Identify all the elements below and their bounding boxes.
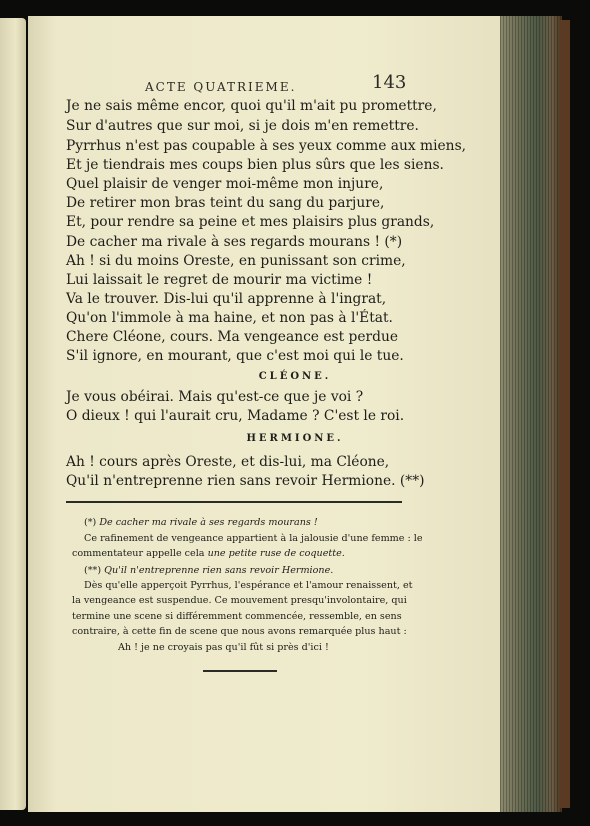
verse-line: De retirer mon bras teint du sang du parjure, — [66, 195, 385, 211]
verse-line: Chere Cléone, cours. Ma vengeance est perdue — [66, 329, 399, 345]
footnote-mark: (**) — [84, 565, 102, 576]
footnote-quote: De cacher ma rivale à ses regards mourans ! — [99, 517, 318, 528]
speaker-name: HERMIONE. — [246, 433, 344, 444]
verse-line: Qu'on l'immole à ma haine, et non pas à l'État. — [66, 310, 393, 326]
verse-line: Ah ! cours après Oreste, et dis-lui, ma Cléone, — [66, 454, 390, 470]
footnote-heading — [84, 564, 333, 577]
footnote-line: Dès qu'elle apperçoit Pyrrhus, l'espérance et l'amour renaissent, et — [84, 580, 413, 591]
verse-line: Quel plaisir de venger moi-même mon injure, — [66, 176, 384, 192]
page-number: 143 — [372, 72, 407, 93]
verse-line: Lui laissait le regret de mourir ma victime ! — [66, 272, 373, 288]
page-edges — [500, 16, 562, 812]
footnote-line: Ah ! je ne croyais pas qu'il fût si près d'ici ! — [118, 642, 329, 653]
footnote-line: contraire, à cette fin de scene que nous avons remarquée plus haut : — [72, 626, 407, 637]
footnote-heading — [84, 516, 318, 529]
verse-line: Je vous obéirai. Mais qu'est-ce que je voi ? — [66, 389, 364, 405]
footnote-line: termine une scene si différemment commencée, ressemble, en sens — [72, 611, 402, 622]
verse-line: Ah ! si du moins Oreste, en punissant son crime, — [66, 253, 406, 269]
footnote-rule — [66, 501, 402, 503]
verse-line: De cacher ma rivale à ses regards mourans ! (*) — [66, 234, 403, 250]
footnote-mark: (*) — [84, 517, 97, 528]
verse-line: O dieux ! qui l'aurait cru, Madame ? C'est le roi. — [66, 408, 405, 424]
footnote-text: commentateur appelle cela — [72, 548, 205, 559]
footnote-line: Ce rafinement de vengeance appartient à la jalousie d'une femme : le — [84, 533, 423, 544]
footnote-line — [72, 547, 345, 560]
footnote-italic: une petite ruse de coquette. — [207, 548, 345, 559]
end-rule — [203, 670, 277, 672]
verse-line: Va le trouver. Dis-lui qu'il apprenne à l'ingrat, — [66, 291, 387, 307]
left-page-edge — [0, 18, 26, 810]
verse-line: Qu'il n'entreprenne rien sans revoir Hermione. (**) — [66, 473, 425, 489]
verse-line: Et, pour rendre sa peine et mes plaisirs plus grands, — [66, 214, 435, 230]
speaker-name: CLÉONE. — [258, 371, 332, 382]
verse-line: Et je tiendrais mes coups bien plus sûrs que les siens. — [66, 157, 444, 173]
verse-line: Je ne sais même encor, quoi qu'il m'ait pu promettre, — [66, 98, 437, 114]
footnote-line: la vengeance est suspendue. Ce mouvement presqu'involontaire, qui — [72, 595, 407, 606]
footnote-quote: Qu'il n'entreprenne rien sans revoir Hermione. — [104, 565, 334, 576]
verse-line: S'il ignore, en mourant, que c'est moi qui le tue. — [66, 348, 404, 364]
verse-line: Pyrrhus n'est pas coupable à ses yeux comme aux miens, — [66, 138, 467, 154]
verse-line: Sur d'autres que sur moi, si je dois m'en remettre. — [66, 118, 419, 134]
running-head-title: ACTE QUATRIEME. — [145, 80, 297, 94]
